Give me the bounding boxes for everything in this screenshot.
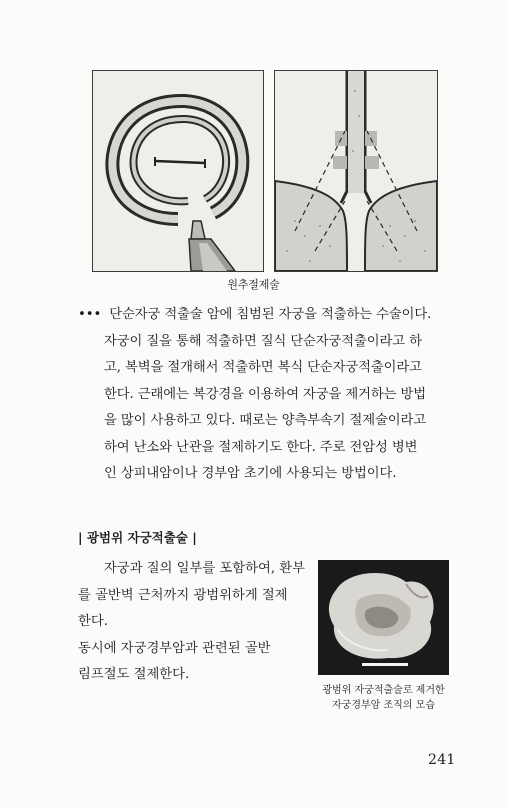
paragraph-line: 한다. 근래에는 복강경을 이용하여 자궁을 제거하는 방법 (104, 386, 427, 402)
paragraph-line (78, 302, 450, 329)
paragraph-line: 자궁이 질을 통해 적출하면 질식 단순자궁적출이라고 하 (104, 333, 422, 349)
paragraph-line: 동시에 자궁경부암과 관련된 골반 (78, 640, 271, 656)
paragraph-line: 를 골반벽 근처까지 광범위하게 절제 (78, 587, 288, 603)
paragraph-line: 림프절도 절제한다. (78, 667, 190, 682)
specimen-photo (318, 560, 449, 675)
paragraph-line: 한다. (78, 614, 108, 629)
photo-caption-line: 광범위 자궁적출술로 제거한 (322, 685, 445, 696)
paragraph-line-text: 단순자궁 적출술 암에 침범된 자궁을 적출하는 수술이다. (109, 307, 432, 322)
paragraph-line: 인 상피내암이나 경부암 초기에 사용되는 방법이다. (104, 466, 397, 481)
paragraph-line: 을 많이 사용하고 있다. 때로는 양측부속기 절제술이라고 (104, 413, 427, 428)
page-number: 241 (428, 752, 456, 768)
photo-caption (318, 683, 449, 713)
photo-caption-line: 자궁경부암 조직의 모습 (332, 700, 435, 711)
paragraph-line: 고, 복벽을 절개해서 적출하면 복식 단순자궁적출이라고 (104, 360, 422, 375)
section-heading: | 광범위 자궁적출술 | (78, 530, 197, 545)
paragraph-line: 자궁과 질의 일부를 포함하여, 환부 (104, 561, 305, 576)
paragraph-radical-hysterectomy (78, 556, 314, 689)
figure-caption: 원추절제술 (227, 278, 280, 291)
cone-section-illustration (274, 70, 438, 272)
bullet-icon: ••• (78, 307, 102, 322)
paragraph-simple-hysterectomy (78, 302, 450, 488)
cervix-ring-illustration (92, 70, 264, 272)
paragraph-line: 하여 난소와 난관을 절제하기도 한다. 주로 전암성 병변 (104, 439, 418, 455)
